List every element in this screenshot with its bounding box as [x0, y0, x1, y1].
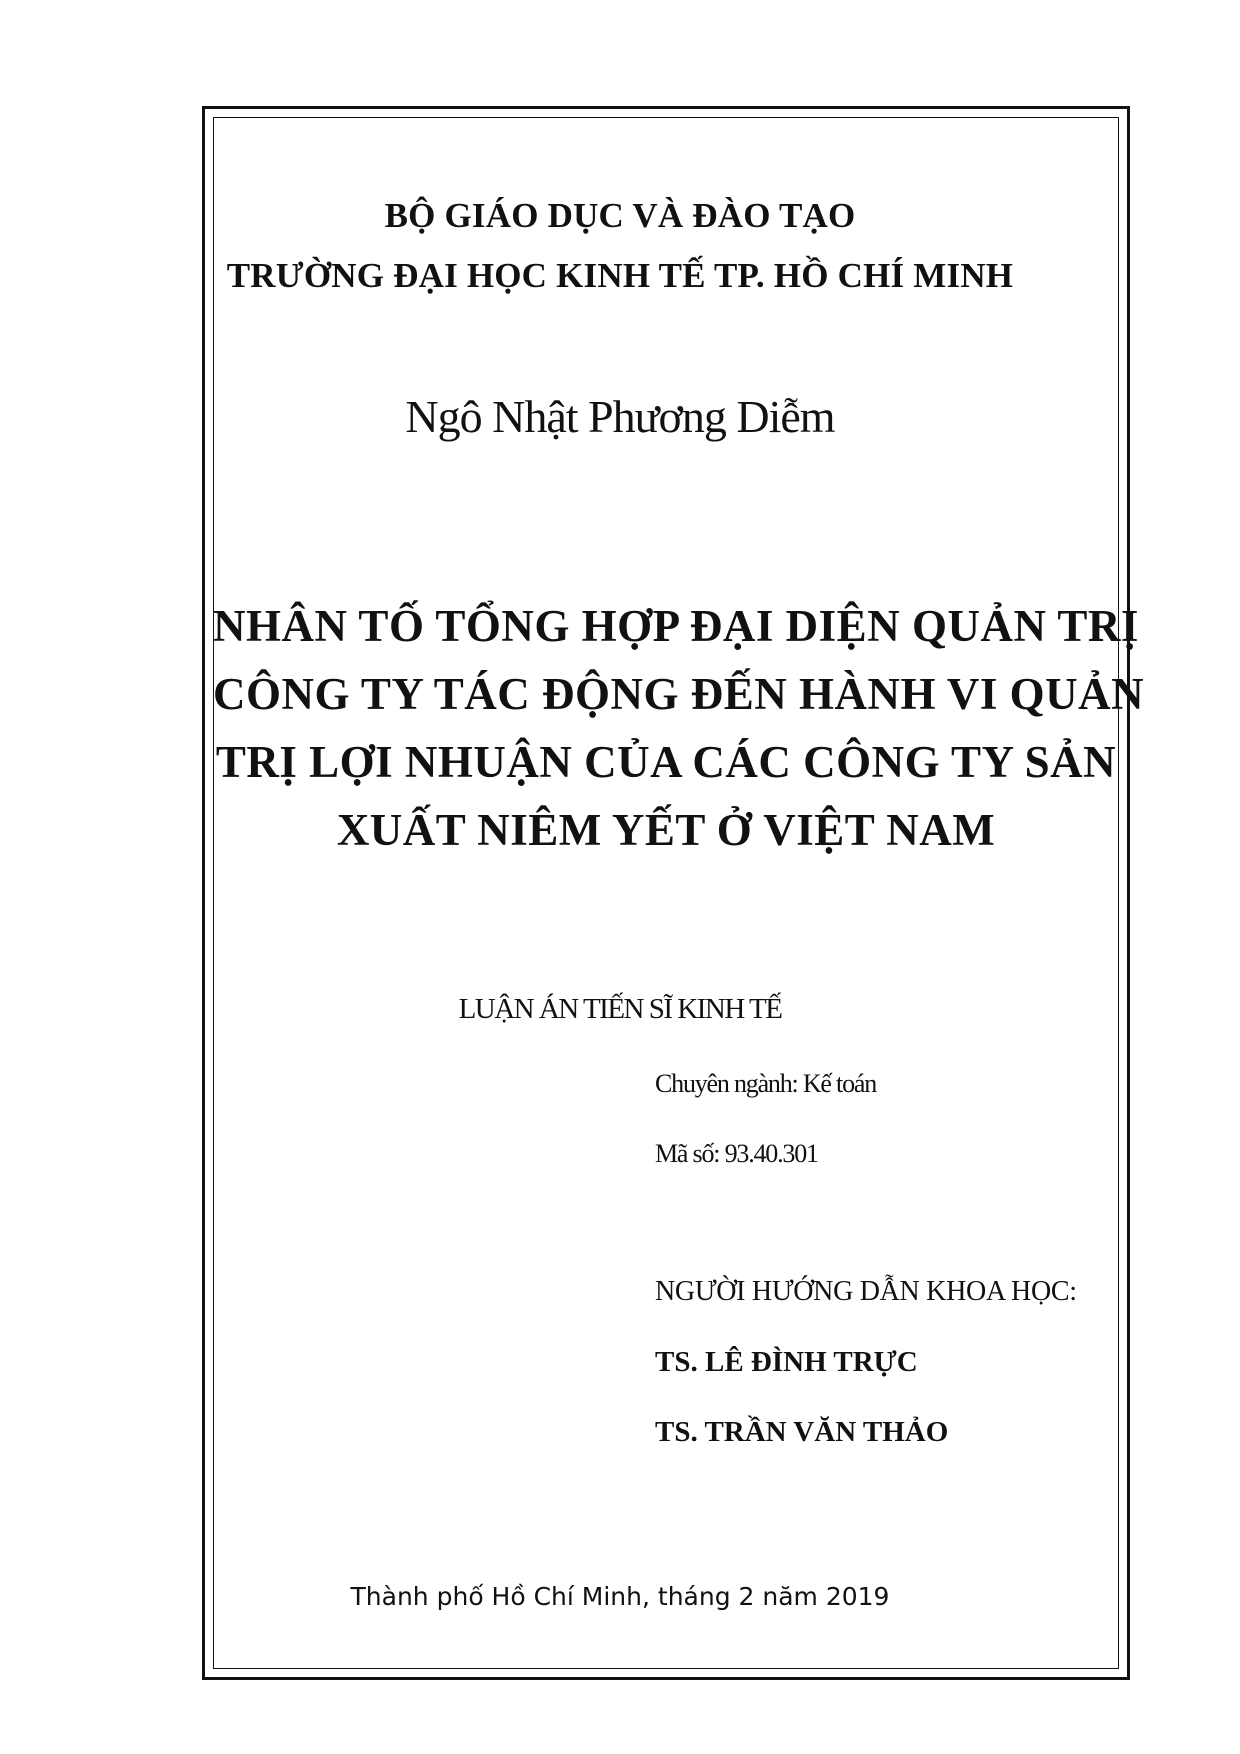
place-and-date: Thành phố Hồ Chí Minh, tháng 2 năm 2019: [350, 1582, 890, 1611]
university-name: TRƯỜNG ĐẠI HỌC KINH TẾ TP. HỒ CHÍ MINH: [226, 256, 1014, 295]
thesis-title-line: XUẤT NIÊM YẾT Ở VIỆT NAM: [336, 805, 996, 855]
thesis-title-line: NHÂN TỐ TỔNG HỢP ĐẠI DIỆN QUẢN TRỊ: [213, 601, 1139, 651]
thesis-title-line: TRỊ LỢI NHUẬN CỦA CÁC CÔNG TY SẢN: [215, 737, 1117, 787]
major-code: Mã số: 93.40.301: [655, 1139, 818, 1168]
degree-type: LUẬN ÁN TIẾN SĨ KINH TẾ: [458, 993, 782, 1025]
advisor-label: NGƯỜI HƯỚNG DẪN KHOA HỌC:: [655, 1276, 1077, 1307]
ministry-name: BỘ GIÁO DỤC VÀ ĐÀO TẠO: [384, 196, 856, 235]
thesis-title: [213, 592, 1145, 864]
major-field: Chuyên ngành: Kế toán: [655, 1069, 877, 1098]
thesis-title-line: CÔNG TY TÁC ĐỘNG ĐẾN HÀNH VI QUẢN: [213, 669, 1145, 719]
advisor-name: TS. LÊ ĐÌNH TRỰC: [655, 1346, 918, 1378]
author-name: Ngô Nhật Phương Diễm: [405, 391, 835, 442]
advisor-name: TS. TRẦN VĂN THẢO: [655, 1416, 949, 1448]
